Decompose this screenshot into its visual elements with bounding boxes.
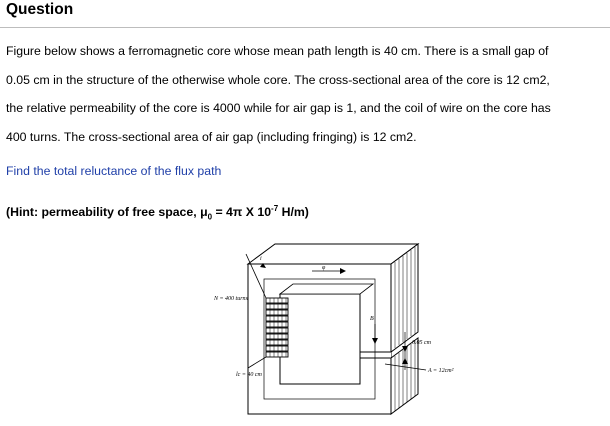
- turns-label: N = 400 turns: [214, 296, 248, 302]
- hint-suffix: H/m): [278, 205, 309, 220]
- core-window: [280, 294, 360, 384]
- path-length-label: lc = 40 cm: [236, 372, 262, 378]
- area-label: A = 12cm²: [428, 368, 454, 374]
- ferromagnetic-core-figure: [200, 236, 470, 422]
- hint-middle: = 4π X 10: [212, 205, 272, 220]
- paragraph-line: Figure below shows a ferromagnetic core whose mean path length is 40 cm. There is a small gap of: [6, 44, 549, 58]
- hint-subscript: 0: [207, 212, 213, 222]
- hint-prefix: (Hint: permeability of free space, μ: [6, 205, 208, 220]
- flux-label: φ: [322, 265, 326, 271]
- core-top-face: [248, 244, 418, 264]
- question-heading: Question: [6, 1, 74, 18]
- hint-superscript: -7: [271, 204, 279, 213]
- find-prompt: Find the total reluctance of the flux path: [6, 164, 222, 178]
- field-label: B: [370, 316, 374, 322]
- question-paragraph: [6, 37, 608, 152]
- air-gap: [360, 352, 391, 358]
- paragraph-line: 400 turns. The cross-sectional area of air gap (including fringing) is 12 cm2.: [6, 130, 417, 145]
- gap-label: 0.05 cm: [412, 340, 431, 346]
- core-window-depth: [280, 284, 373, 294]
- paragraph-line: 0.05 cm in the structure of the otherwise whole core. The cross-sectional area of the core is 12 cm2,: [6, 72, 550, 87]
- current-label: i: [260, 256, 262, 262]
- heading-divider: [0, 27, 610, 28]
- paragraph-line: the relative permeability of the core is 4000 while for air gap is 1, and the coil of wire on the core has: [6, 101, 551, 116]
- hint-text: [6, 195, 309, 232]
